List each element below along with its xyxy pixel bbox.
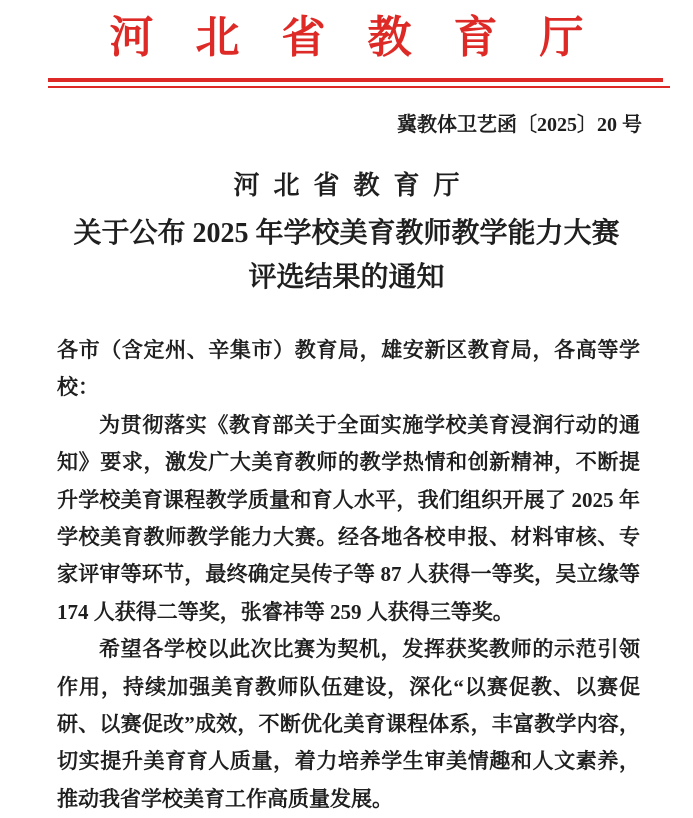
- letterhead-divider-thin-line: [48, 86, 670, 88]
- title-org-line: [0, 172, 693, 203]
- document-number: 冀教体卫艺函〔2025〕20 号: [397, 114, 642, 136]
- salutation-line: 各市（含定州、辛集市）教育局，雄安新区教育局，各高等学校：: [57, 338, 640, 400]
- body-paragraph-2: 希望各学校以此次比赛为契机，发挥获奖教师的示范引领作用，持续加强美育教师队伍建设，深化“以赛促教、以赛促研、以赛促改”成效，不断优化美育课程体系，丰富教学内容，切实提升美育育人质量，着力培养学生审美情趣和人文素养，推动我省学校美育工作高质量发展。: [57, 637, 640, 811]
- document-title: [0, 172, 693, 293]
- letterhead-divider: [48, 78, 663, 88]
- body-paragraph-1: 为贯彻落实《教育部关于全面实施学校美育浸润行动的通知》要求，激发广大美育教师的教学热情和创新精神，不断提升学校美育课程教学质量和育人水平，我们组织开展了 2025 年学校美育教师教学能力大赛。经各地各校申报、材料审核、专家评审等环节，最终确定吴传子等 87 人获得一等奖，吴立缘等 174 人获得二等奖，张睿祎等 259 人获得三等奖。: [57, 412, 640, 624]
- letterhead-org-name: 河北省教育厅: [109, 13, 626, 62]
- title-org-name: 河北省教育厅: [233, 171, 474, 200]
- letterhead: [0, 15, 693, 61]
- title-main-line: 关于公布 2025 年学校美育教师教学能力大赛: [73, 218, 620, 249]
- letterhead-divider-thick-line: [48, 78, 663, 82]
- title-sub-line: 评选结果的通知: [248, 262, 445, 293]
- document-body: [0, 332, 693, 818]
